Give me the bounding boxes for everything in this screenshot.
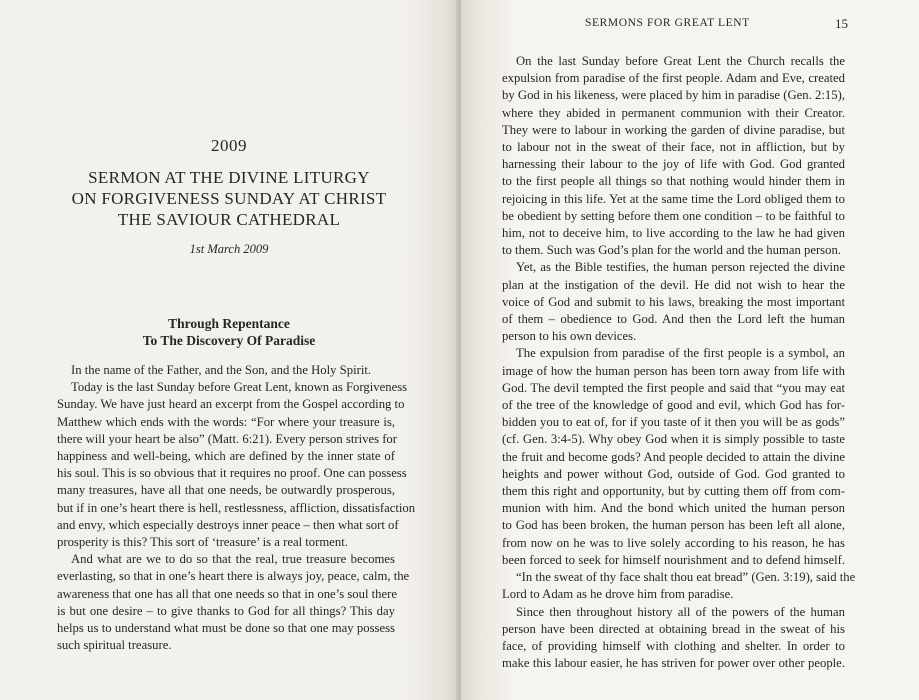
text-line: In the name of the Father, and the Son, and the Holy Spirit.: [71, 363, 372, 377]
subheading-line: Through Repentance: [168, 316, 290, 331]
text-line: there will your heart be also” (Matt. 6:21). Every person strives for: [57, 431, 397, 446]
text-line: happiness and well-being, which are defined by the inner state of: [57, 449, 395, 464]
right-page: [461, 0, 919, 700]
text-line: person to his own devices.: [502, 329, 637, 344]
text-line: to them. Such was God’s plan for the world and the human person.: [502, 243, 841, 258]
text-line: be obedient by setting before them one condition – to be faithful to: [502, 208, 845, 223]
title-line: SERMON AT THE DIVINE LITURGY: [88, 168, 370, 187]
text-line: Sunday. We have just heard an excerpt from the Gospel according to: [57, 397, 405, 412]
text-line: such spiritual treasure.: [57, 638, 172, 653]
text-line: of the tree of the knowledge of good and evil, which God has for-: [502, 398, 845, 413]
right-page-body: [502, 53, 856, 672]
text-line: the fruit and become gods? And people decided to attain the divine: [502, 449, 845, 464]
text-line: plan at the instigation of the devil. He did not wish to hear the: [502, 277, 845, 292]
text-line: Today is the last Sunday before Great Lent, known as Forgiveness: [71, 380, 408, 395]
text-line: bidden you to eat of, for if you taste of it then you will be as gods”: [502, 415, 845, 430]
text-line: person have been directed at obtaining bread in the sweat of his: [502, 621, 845, 636]
text-line: been forced to seek for himself nourishment and to defend himself.: [502, 552, 845, 567]
text-line: The expulsion from paradise of the first people is a symbol, an: [516, 346, 845, 361]
text-line: to God has been broken, the human person has been left all alone,: [502, 518, 845, 533]
text-line: munion with him. And the bond which united the human person: [502, 501, 845, 516]
text-line: them this right and opportunity, but by cutting them off from com-: [502, 484, 845, 499]
text-line: They were to labour in working the garden of divine paradise, but: [502, 122, 845, 137]
title-line: THE SAVIOUR CATHEDRAL: [117, 210, 341, 229]
text-line: “In the sweat of thy face shalt thou eat bread” (Gen. 3:19), said the: [516, 570, 856, 585]
sermon-year: 2009: [211, 136, 247, 155]
text-line: of them – obedience to God. And then the Lord left the human: [502, 312, 845, 327]
text-line: prosperity is this? This sort of ‘treasure’ is a real torment.: [57, 535, 348, 550]
text-line: expulsion from paradise of the first people. Adam and Eve, created: [502, 71, 845, 86]
text-line: face, of providing himself with clothing and shelter. In order to: [502, 638, 845, 653]
text-line: to labour not in the sweat of their face, not in affliction, but by: [502, 140, 845, 155]
sermon-date: 1st March 2009: [189, 242, 269, 256]
section-subheading: [0, 315, 458, 349]
text-line: him, not to deceive him, to live according to the law he had given: [502, 226, 845, 241]
subheading-line: To The Discovery Of Paradise: [142, 333, 316, 348]
text-line: where they abided in permanent communion with their Creator.: [502, 105, 845, 120]
sermon-title: [40, 167, 418, 230]
text-line: On the last Sunday before Great Lent the Church recalls the: [516, 54, 845, 68]
left-page: [0, 0, 458, 700]
title-line: ON FORGIVENESS SUNDAY AT CHRIST: [71, 189, 387, 208]
text-line: many treasures, have all that one needs, be outwardly prosperous,: [57, 483, 395, 498]
page-number: 15: [835, 16, 848, 31]
text-line: voice of God and submit to his laws, breaking the most important: [502, 294, 845, 309]
text-line: And what are we to do so that the real, true treasure becomes: [71, 552, 395, 567]
text-line: but if in one’s heart there is hell, restlessness, affliction, dissatisfaction: [57, 500, 416, 515]
text-line: (cf. Gen. 3:4-5). Why obey God when it is simply possible to taste: [502, 432, 845, 447]
text-line: and envy, which especially destroys inner peace – then what sort of: [57, 517, 399, 532]
text-line: his soul. This is so obvious that it requires no proof. One can possess: [57, 466, 407, 481]
text-line: to the first people all things so that nothing would hinder them in: [502, 174, 845, 189]
text-line: make this labour easier, he has striven for power over other people.: [502, 656, 845, 671]
running-head: SERMONS FOR GREAT LENT: [585, 17, 750, 29]
text-line: helps us to understand what must be done so that one may possess: [57, 621, 395, 636]
text-line: is but one desire – to give thanks to God for all things? This day: [57, 603, 395, 618]
text-line: God. The devil tempted the first people and said that “you may eat: [502, 380, 845, 395]
text-line: from now on he was to live solely according to his reason, he has: [502, 535, 845, 550]
text-line: Matthew which ends with the words: “For where your treasure is,: [57, 414, 395, 429]
text-line: harnessing their labour to the joy of life with God. God granted: [502, 157, 845, 172]
text-line: Lord to Adam as he drove him from paradise.: [502, 587, 734, 602]
text-line: by God in his likeness, were placed by him in paradise (Gen. 2:15),: [502, 88, 845, 103]
text-line: image of how the human person has been torn away from life with: [502, 363, 845, 378]
text-line: Yet, as the Bible testifies, the human person rejected the divine: [516, 260, 845, 275]
text-line: awareness that one has all that one needs so that in one’s soul there: [57, 586, 397, 601]
text-line: heights and power without God, outside of God. God granted to: [502, 466, 845, 481]
text-line: everlasting, so that in one’s heart there is always joy, peace, calm, the: [57, 569, 410, 584]
text-line: rejoicing in this life. Yet at the same time the Lord obliged them to: [502, 191, 845, 206]
text-line: Since then throughout history all of the powers of the human: [516, 604, 845, 619]
left-page-body: [57, 362, 416, 654]
